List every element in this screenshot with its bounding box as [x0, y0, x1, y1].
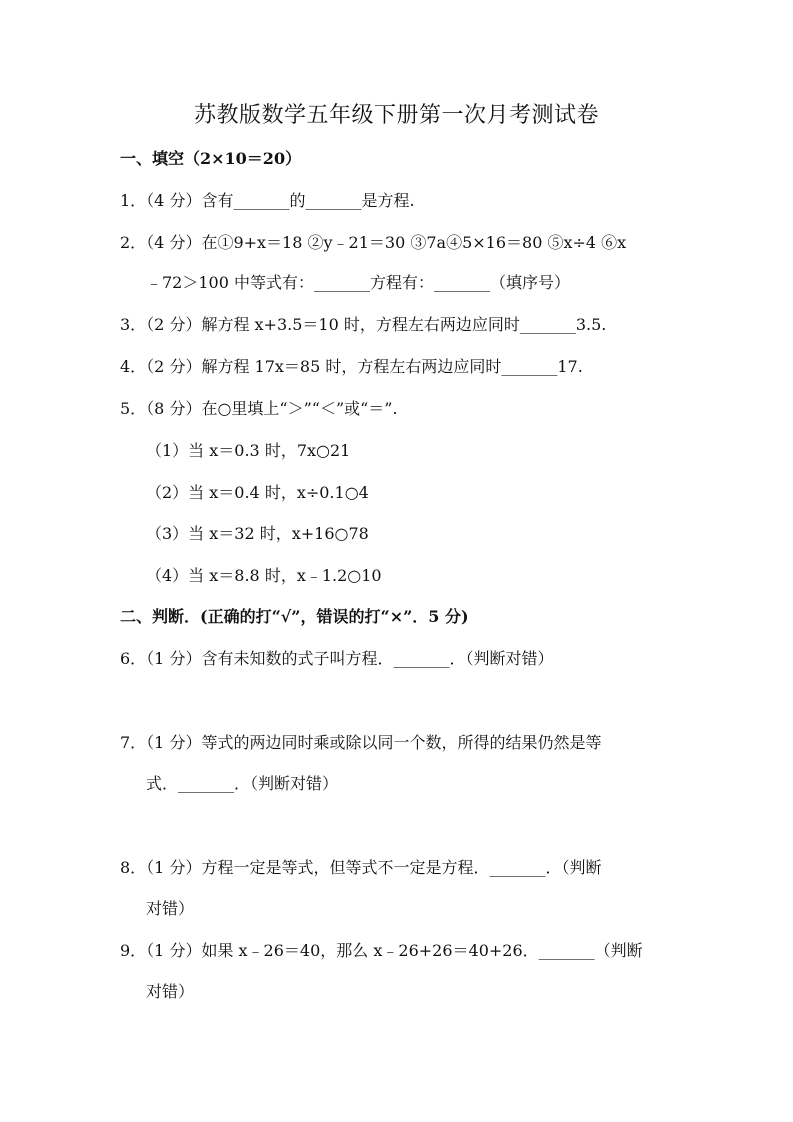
question-5-part-2: （2）当 x＝0.4 时，x÷0.1○4 — [146, 483, 369, 502]
question-9-line-1: 9．（1 分）如果 x﹣26＝40，那么 x﹣26+26＝40+26．_______（判断 — [120, 941, 643, 960]
question-3: 3．（2 分）解方程 x+3.5＝10 时，方程左右两边应同时_______3.5. — [120, 315, 607, 334]
section-heading-fill-in: 一、填空（2×10＝20） — [120, 149, 302, 168]
question-2-line-2: ﹣72＞100 中等式有：_______方程有：_______（填序号） — [146, 273, 570, 292]
question-5-part-1: （1）当 x＝0.3 时，7x○21 — [146, 441, 351, 460]
question-6: 6．（1 分）含有未知数的式子叫方程．_______．（判断对错） — [120, 649, 554, 668]
question-5-part-4: （4）当 x＝8.8 时，x﹣1.2○10 — [146, 566, 382, 585]
question-2-line-1: 2．（4 分）在①9+x＝18 ②y﹣21＝30 ③7a④5×16＝80 ⑤x÷4 ⑥x — [120, 233, 627, 252]
page-title: 苏教版数学五年级下册第一次月考测试卷 — [193, 103, 599, 128]
question-7-line-2: 式．_______．（判断对错） — [146, 774, 339, 793]
question-8-line-2: 对错） — [146, 899, 195, 918]
question-4: 4．（2 分）解方程 17x＝85 时，方程左右两边应同时_______17. — [120, 357, 583, 376]
question-5: 5．（8 分）在○里填上“＞”“＜”或“＝”. — [120, 399, 398, 418]
question-7-line-1: 7．（1 分）等式的两边同时乘或除以同一个数，所得的结果仍然是等 — [120, 733, 602, 752]
question-5-part-3: （3）当 x＝32 时，x+16○78 — [146, 524, 369, 543]
section-heading-true-false: 二、判断．(正确的打“√”，错误的打“×”．5 分) — [120, 607, 469, 626]
question-8-line-1: 8．（1 分）方程一定是等式，但等式不一定是方程．_______．（判断 — [120, 858, 602, 877]
question-9-line-2: 对错） — [146, 982, 195, 1001]
question-1: 1．（4 分）含有_______的_______是方程. — [120, 191, 415, 210]
